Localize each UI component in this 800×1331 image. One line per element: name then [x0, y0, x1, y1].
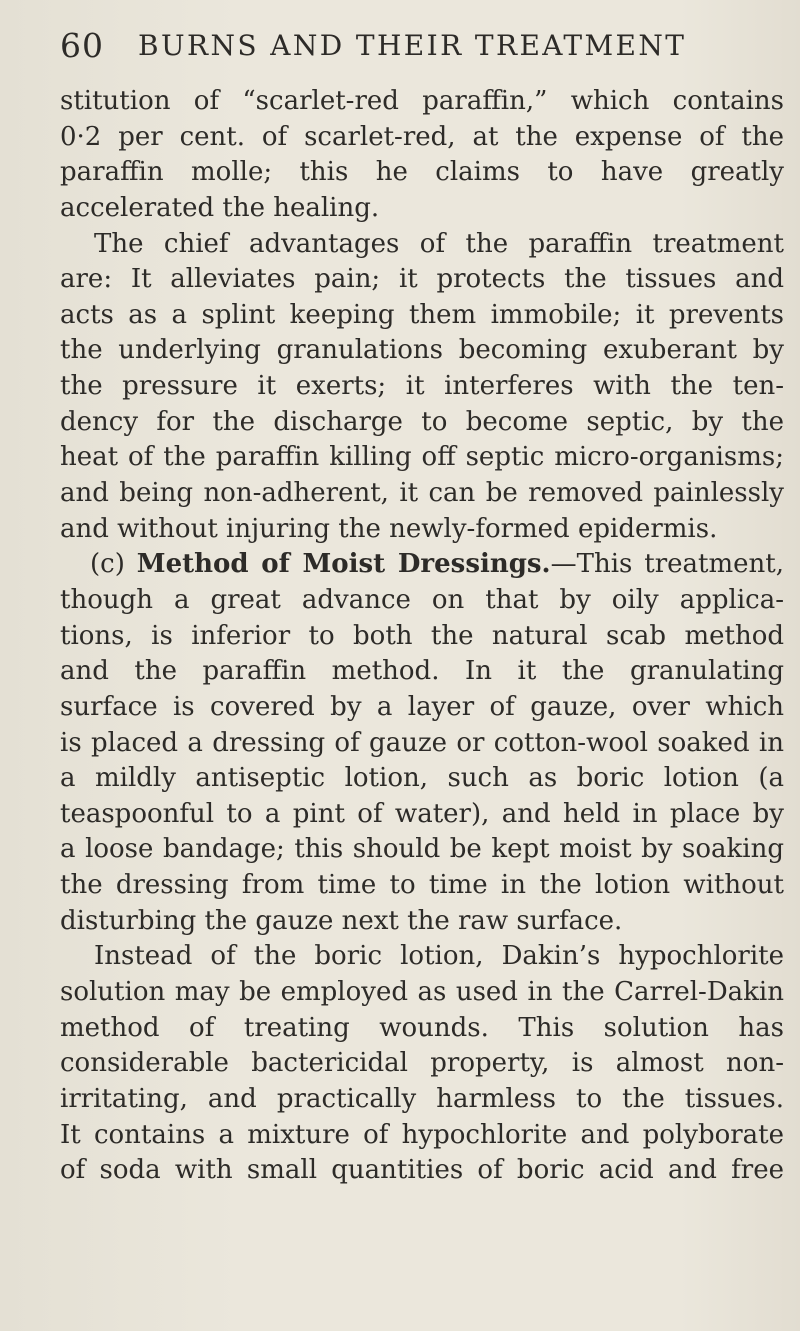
text-line: considerable bactericidal property, is almost non- — [60, 1048, 784, 1079]
text-line: irritating, and practically harmless to the tissues. — [60, 1083, 784, 1114]
running-title: BURNS AND THEIR TREATMENT — [138, 29, 687, 62]
page-number: 60 — [60, 26, 104, 65]
text-line: the underlying granulations becoming exuberant by — [60, 335, 784, 366]
text-line: teaspoonful to a pint of water), and held in place by — [60, 798, 784, 829]
text-line: and being non-adherent, it can be removed painlessly — [60, 478, 784, 509]
text-line: tions, is inferior to both the natural scab method — [60, 620, 784, 651]
body-text — [60, 84, 784, 1189]
text-line: Instead of the boric lotion, Dakin’s hypochlorite — [94, 941, 784, 972]
text-line: acts as a splint keeping them immobile; it prevents — [60, 299, 784, 330]
section-marker: (c) — [90, 549, 125, 580]
text-line: is placed a dressing of gauze or cotton-wool soaked in — [60, 727, 784, 758]
section-heading: Method of Moist Dressings. — [136, 549, 551, 580]
text-line: though a great advance on that by oily applica- — [60, 584, 784, 615]
text-line: the dressing from time to time in the lotion without — [60, 870, 784, 901]
text-line: and without injuring the newly-formed epidermis. — [60, 513, 718, 544]
text-line: stitution of “scarlet-red paraffin,” which contains — [60, 86, 784, 116]
text-line: The chief advantages of the paraffin treatment — [94, 228, 784, 259]
text-line: surface is covered by a layer of gauze, over which — [60, 691, 784, 722]
page-header — [60, 26, 780, 66]
text-line: a mildly antiseptic lotion, such as boric lotion (a — [60, 763, 784, 794]
text-line: and the paraffin method. In it the granulating — [60, 656, 784, 687]
text-line: solution may be employed as used in the Carrel-Dakin — [60, 977, 784, 1008]
text-line: It contains a mixture of hypochlorite and polyborate — [60, 1119, 784, 1150]
text-line: accelerated the healing. — [60, 192, 380, 223]
text-line: are: It alleviates pain; it protects the tissues and — [60, 264, 784, 295]
section-heading-line — [60, 547, 784, 583]
text-line: heat of the paraffin killing off septic micro-organisms; — [60, 442, 784, 473]
text-line: of soda with small quantities of boric acid and free — [60, 1155, 784, 1186]
text-line: paraffin molle; this he claims to have greatly — [60, 157, 784, 188]
text-line: method of treating wounds. This solution has — [60, 1012, 784, 1043]
text-line: a loose bandage; this should be kept moist by soaking — [60, 834, 784, 865]
text-line: 0·2 per cent. of scarlet-red, at the expense of the — [60, 121, 784, 152]
text-line: disturbing the gauze next the raw surface. — [60, 905, 623, 936]
text-line: the pressure it exerts; it interferes with the ten- — [60, 371, 784, 402]
text-line: dency for the discharge to become septic, by the — [60, 406, 784, 437]
section-lead-text: —This treatment, — [550, 549, 784, 580]
